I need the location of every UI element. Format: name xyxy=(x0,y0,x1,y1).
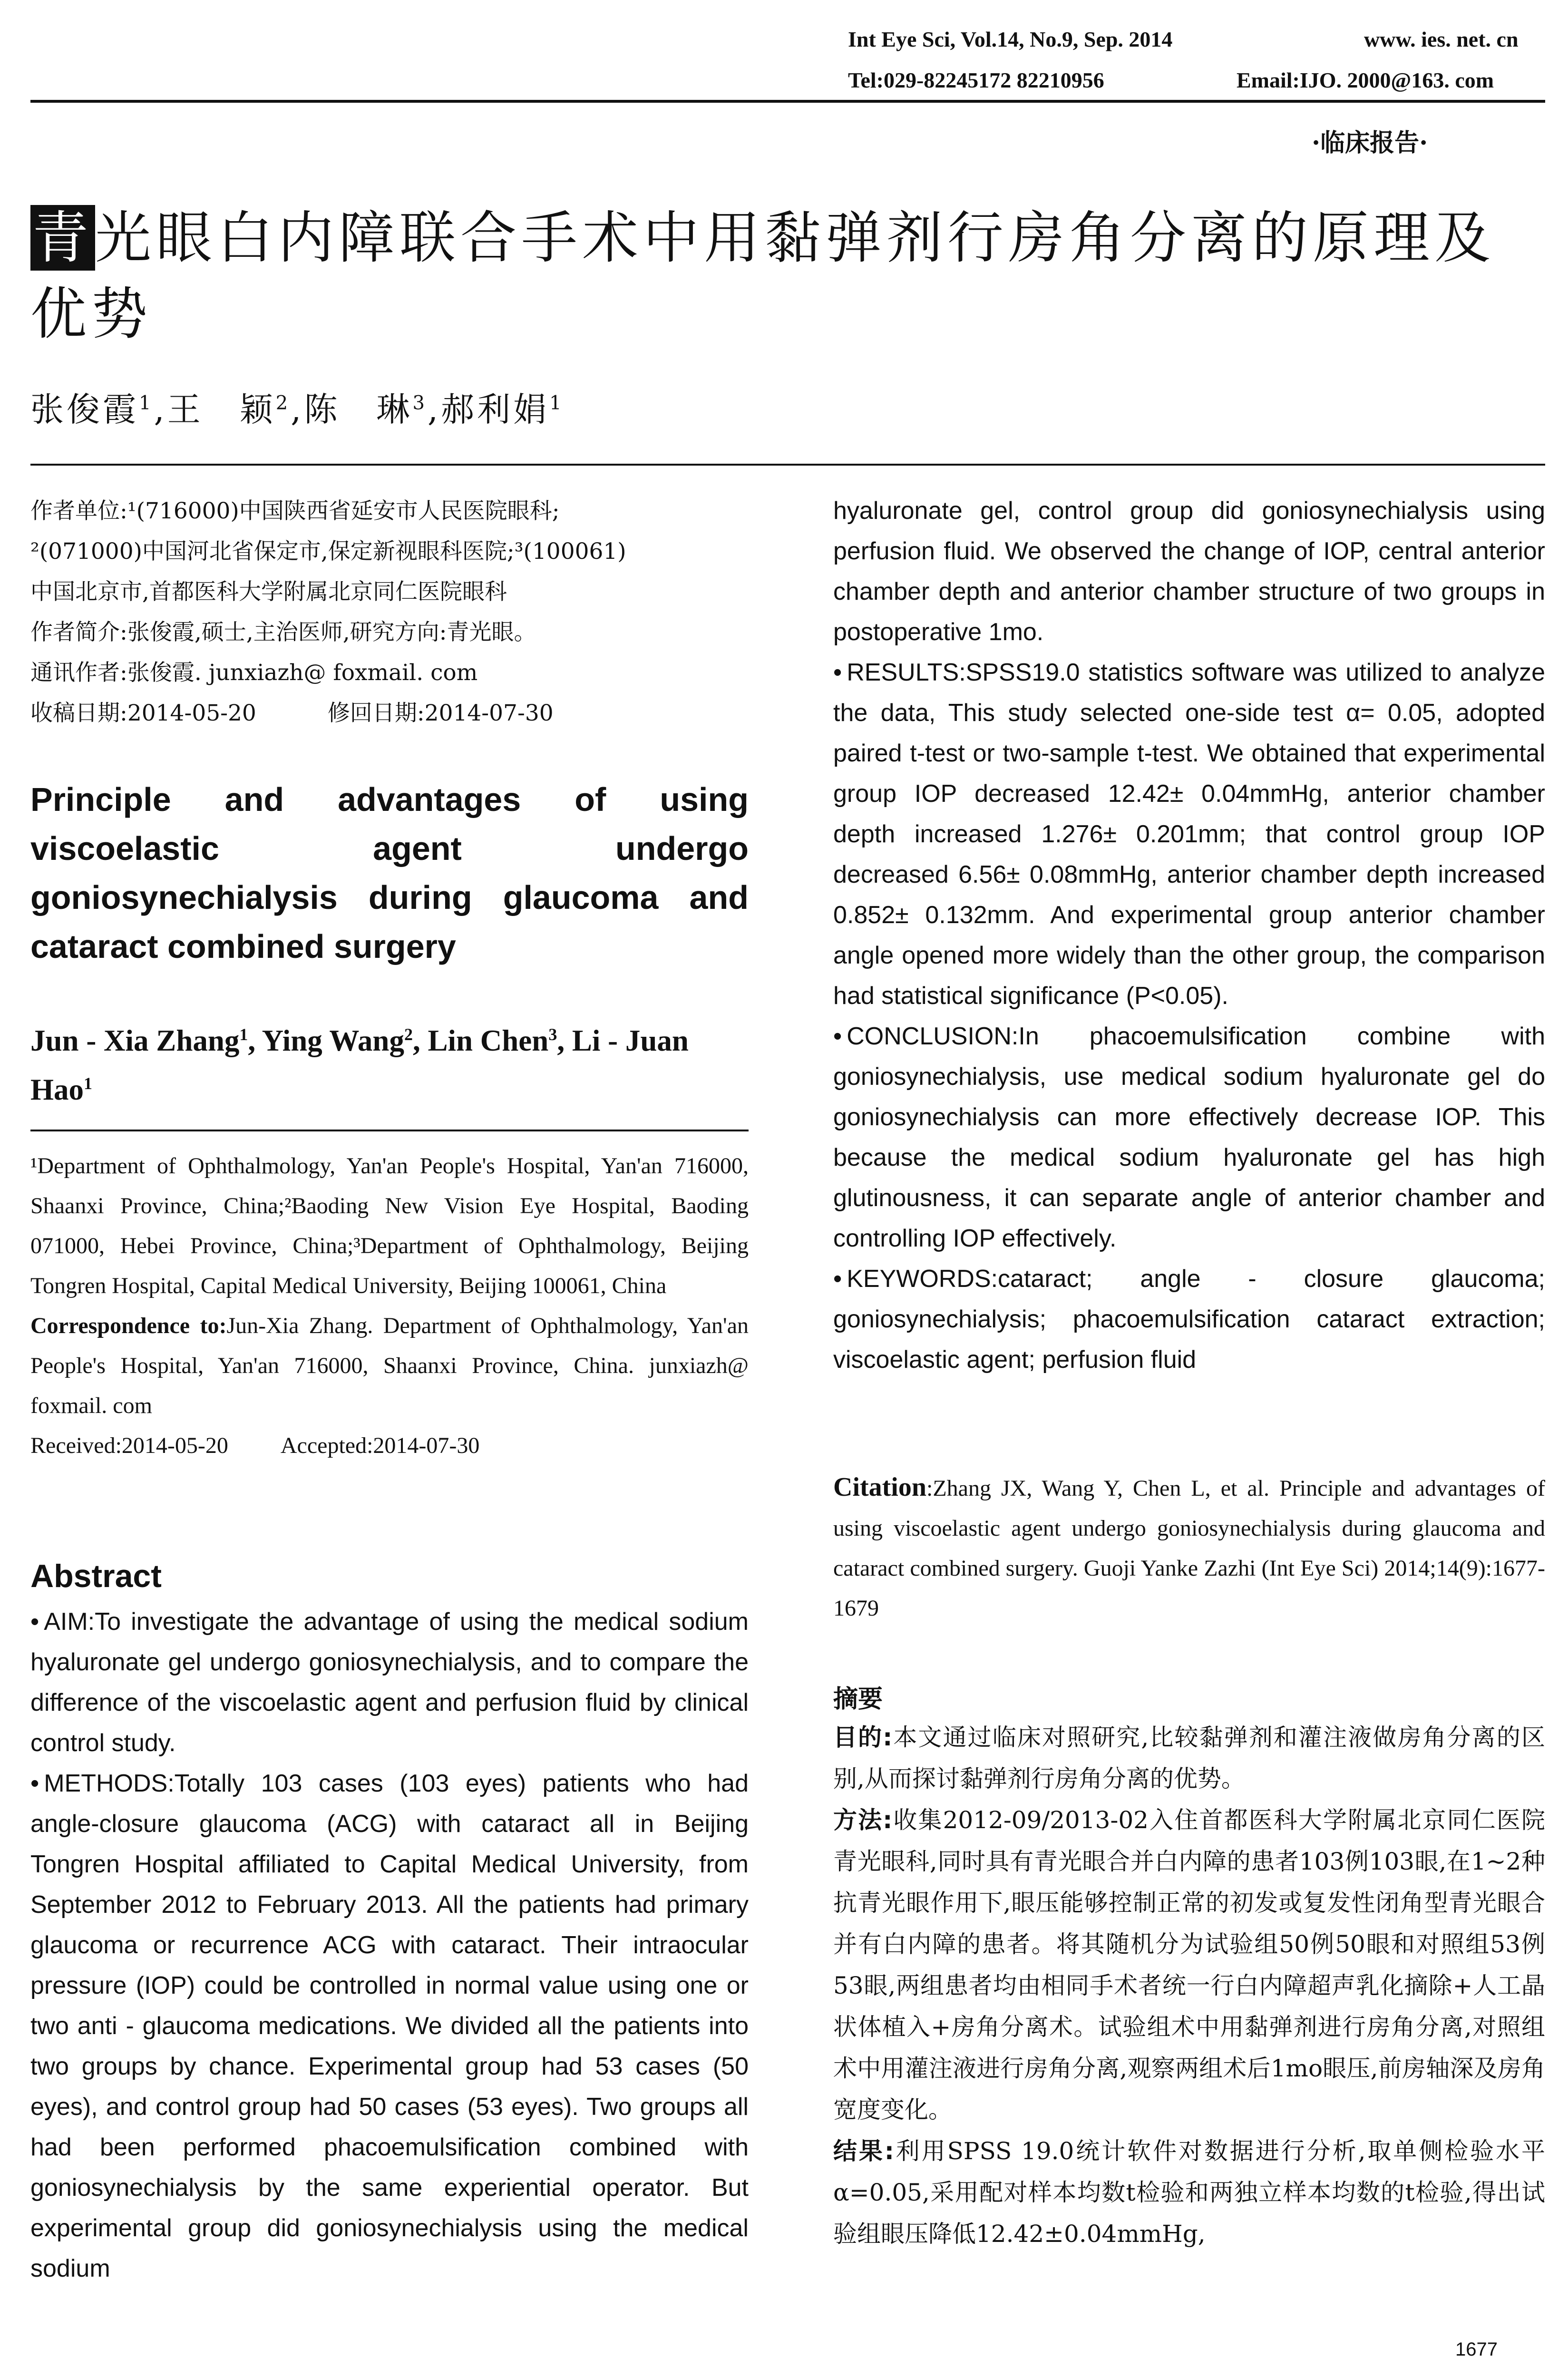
title-first-char: 青 xyxy=(30,205,95,271)
affiliations-cn: 作者单位:¹(716000)中国陕西省延安市人民医院眼科; ²(071000)中国河北省保定市,保定新视眼科医院;³(100061) 中国北京市,首都医科大学附属北京同仁医院眼科 作者简介:张俊霞,硕士,主治医师,研究方向:青光眼。 通讯作者:张俊霞. junxiazh@ foxmail. com 收稿日期:2014-05-20 修回日期:2014-07-30 xyxy=(30,491,753,733)
title-line2: 优势 xyxy=(30,281,153,347)
authors-rule xyxy=(30,464,1545,466)
methods-label: METHODS: xyxy=(44,1770,175,1797)
aim-label: AIM: xyxy=(44,1608,95,1636)
authors-cn: 张俊霞$^1$,王 颖$^2$,陈 琳$^3$,郝利娟$^1$ xyxy=(30,390,565,429)
author-bio: 作者简介:张俊霞,硕士,主治医师,研究方向:青光眼。 xyxy=(30,619,536,645)
conclusion-label: CONCLUSION: xyxy=(847,1023,1019,1050)
authors-en-rule xyxy=(30,1130,749,1131)
page-number: 1677 xyxy=(1455,2339,1498,2360)
journal-website: www. ies. net. cn xyxy=(1364,27,1519,51)
authors-en: Jun - Xia Zhang$^1$, Ying Wang$^2$, Lin Chen$^3$, Li - Juan Hao$^1$ xyxy=(30,1024,689,1106)
page-title-cn xyxy=(30,200,1552,352)
section-tag: ·临床报告· xyxy=(1312,128,1428,157)
author-cn: 张俊霞 xyxy=(30,390,139,429)
author-cn: 王 颖 xyxy=(167,390,276,429)
header-rule xyxy=(30,100,1545,103)
journal-phone: Tel:029-82245172 82210956 xyxy=(848,68,1104,92)
author-cn: 郝利娟 xyxy=(441,390,550,429)
dates-cn: 收稿日期:2014-05-20 修回日期:2014-07-30 xyxy=(30,700,554,726)
citation: Citation:Zhang JX, Wang Y, Chen L, et al. Principle and advantages of using viscoelastic agent undergo goniosynechialysis during glaucoma and cataract combined surgery. Guoji Yanke Zazhi (Int Eye Sci) 2014;14(9):1677-1679 xyxy=(833,1472,1545,1621)
results-label-cn: 结果: xyxy=(833,2137,894,2165)
title-line1: 光眼白内障联合手术中用黏弹剂行房角分离的原理及 xyxy=(95,205,1496,271)
abstract-heading: Abstract xyxy=(30,1558,162,1594)
corresponding-author: 通讯作者:张俊霞. junxiazh@ foxmail. com xyxy=(30,660,478,686)
keywords-label: KEYWORDS: xyxy=(847,1265,998,1293)
aim-label-cn: 目的: xyxy=(833,1724,893,1751)
abstract-right: hyaluronate gel, control group did goniosynechialysis using perfusion fluid. We observed the change of IOP, central anterior chamber depth and anterior chamber structure of two groups in postoperative 1mo. • RESULTS:SPSS19.0 statistics software was utilized to analyze the data, This study selected one-side test α= 0.05, adopted paired t-test or two-sample t-test. We obtained that experimental group IOP decreased 12.42± 0.04mmHg, anterior chamber depth increased 1.276± 0.201mm; that control group IOP decreased 6.56± 0.08mmHg, anterior chamber depth increased 0.852± 0.132mm. And experimental group anterior chamber angle opened more widely than the other group, the comparison had statistical significance (P<0.05). • CONCLUSION:In phacoemulsification combine with goniosynechialysis, use medical sodium hyaluronate gel do goniosynechialysis can more effectively decrease IOP. This because the medical sodium hyaluronate gel has high glutinousness, it can separate angle of anterior chamber and controlling IOP effectively. • KEYWORDS:cataract; angle - closure glaucoma; goniosynechialysis; phacoemulsification cataract extraction; viscoelastic agent; perfusion fluid xyxy=(833,491,1545,1380)
abstract-cn: 目的:本文通过临床对照研究,比较黏弹剂和灌注液做房角分离的区别,从而探讨黏弹剂行房角分离的优势。 方法:收集2012-09/2013-02入住首都医科大学附属北京同仁医院青光眼科,同时具有青光眼合并白内障的患者103例103眼,在1~2种抗青光眼作用下,眼压能够控制正常的初发或复发性闭角型青光眼合并有白内障的患者。将其随机分为试验组50例50眼和对照组53例53眼,两组患者均由相同手术者统一行白内障超声乳化摘除+人工晶状体植入+房角分离术。试验组术中用黏弹剂进行房角分离,对照组术中用灌注液进行房角分离,观察两组术后1mo眼压,前房轴深及房角宽度变化。 结果:利用SPSS 19.0统计软件对数据进行分析,取单侧检验水平α=0.05,采用配对样本均数t检验和两独立样本均数的t检验,得出试验组眼压降低12.42±0.04mmHg, xyxy=(833,1724,1546,2248)
abstract-cn-heading: 摘要 xyxy=(833,1685,883,1714)
results-label: RESULTS: xyxy=(847,659,966,686)
page-title-en: Principle and advantages of using viscoelastic agent undergo goniosynechialysis during glaucoma and cataract combined surgery xyxy=(30,781,749,965)
methods-label-cn: 方法: xyxy=(833,1806,893,1834)
journal-email: Email:IJO. 2000@163. com xyxy=(1237,68,1494,92)
abstract-left: • AIM:To investigate the advantage of using the medical sodium hyaluronate gel undergo goniosynechialysis, and to compare the difference of the viscoelastic agent and perfusion fluid by clinical control study. • METHODS:Totally 103 cases (103 eyes) patients who had angle-closure glaucoma (ACG) with cataract all in Beijing Tongren Hospital affiliated to Capital Medical University, from September 2012 to February 2013. All the patients had primary glaucoma or recurrence ACG with cataract. Their intraocular pressure (IOP) could be controlled in normal value using one or two anti - glaucoma medications. We divided all the patients into two groups by chance. Experimental group had 53 cases (50 eyes), and control group had 50 cases (53 eyes). Two groups all had been performed phacoemulsification combined with goniosynechialysis by the same experiential operator. But experimental group did goniosynechialysis using the medical sodium xyxy=(30,1602,749,2289)
journal-info: Int Eye Sci, Vol.14, No.9, Sep. 2014 xyxy=(848,27,1173,51)
author-cn: 陈 琳 xyxy=(304,390,413,429)
dates-en: Received:2014-05-20 Accepted:2014-07-30 xyxy=(30,1433,480,1458)
affiliations-en: ¹Department of Ophthalmology, Yan'an People's Hospital, Yan'an 716000, Shaanxi Province, China;²Baoding New Vision Eye Hospital, Baoding 071000, Hebei Province, China;³Department of Ophthalmology, Beijing Tongren Hospital, Capital Medical University, Beijing 100061, China Correspondence to:Jun-Xia Zhang. Department of Ophthalmology, Yan'an People's Hospital, Yan'an 716000, Shaanxi Province, China. junxiazh@ foxmail. com Received:2014-05-20 Accepted:2014-07-30 xyxy=(30,1146,749,1466)
correspondence-label: Correspondence to: xyxy=(30,1313,227,1338)
citation-label: Citation xyxy=(833,1472,926,1502)
